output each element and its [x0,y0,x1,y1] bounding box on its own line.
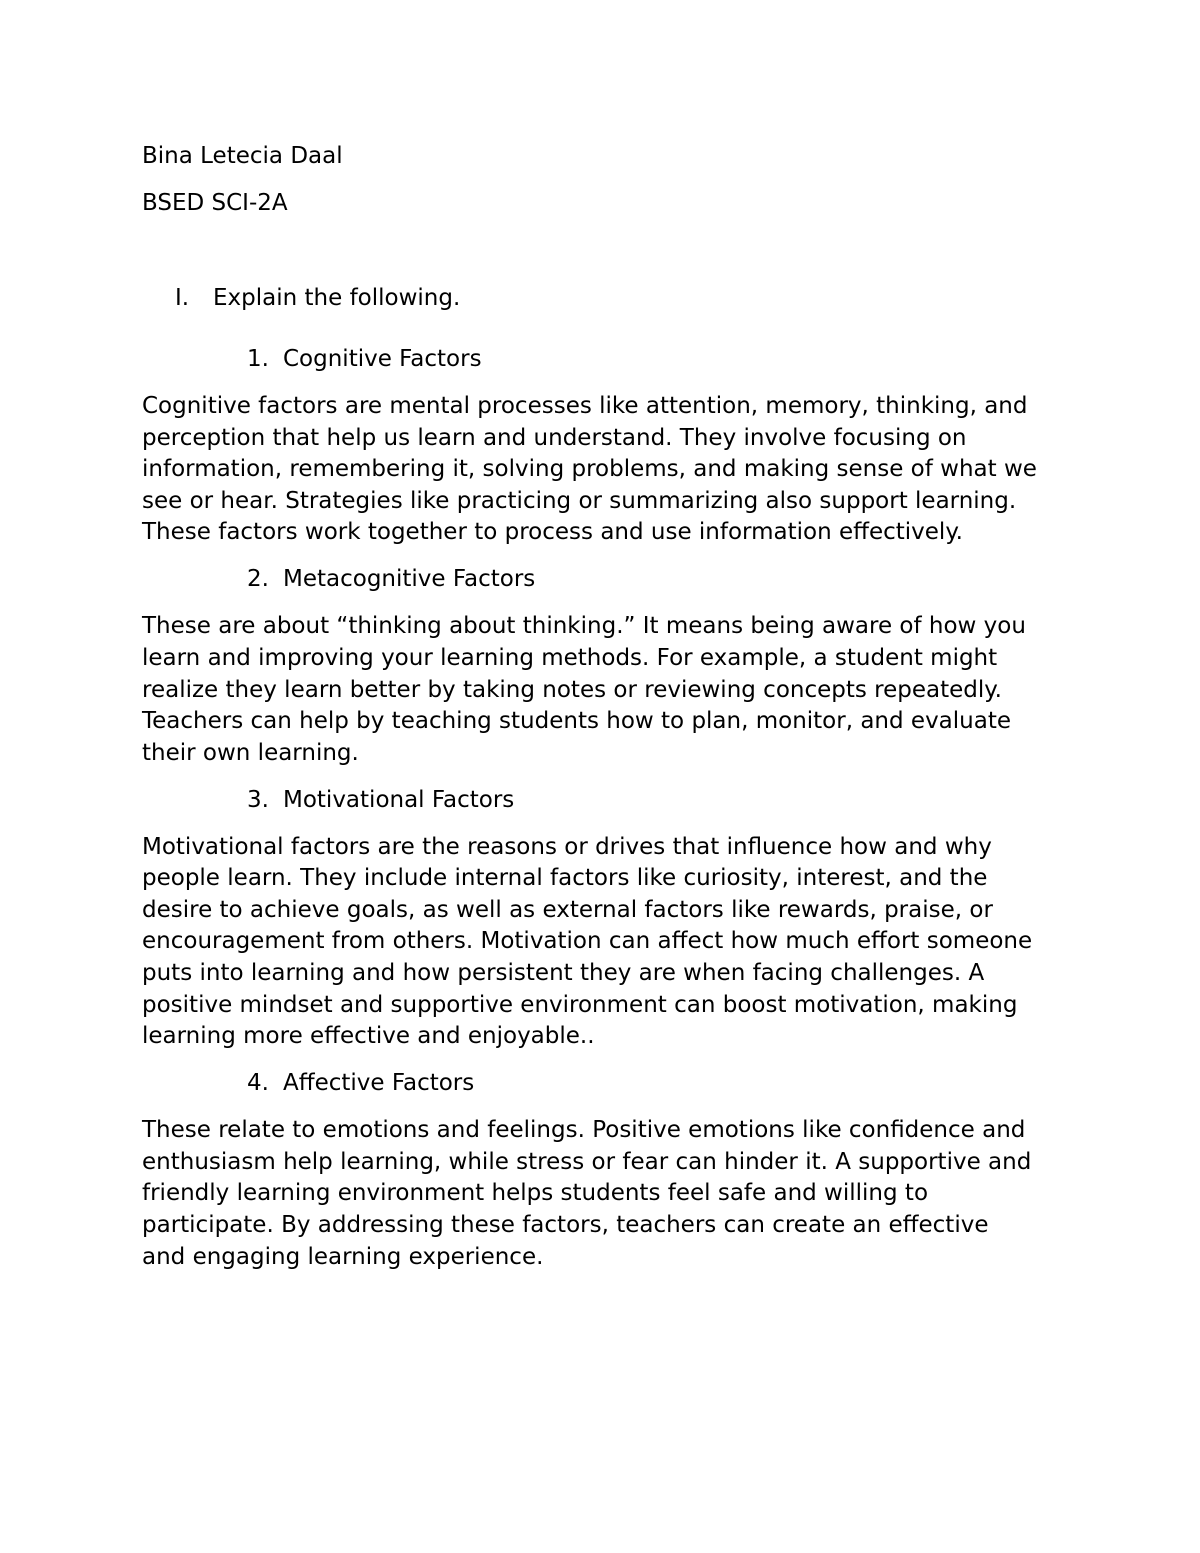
paragraph-line: friendly learning environment helps students feel safe and willing to [142,1180,929,1207]
paragraph-line: people learn. They include internal factors like curiosity, interest, and the [142,865,988,892]
author-name: Bina Letecia Daal [142,143,343,169]
item-number: 3. [247,786,269,813]
paragraph-line: learn and improving your learning methods. For example, a student might [142,644,998,671]
item-heading [142,785,1082,817]
paragraph-line: perception that help us learn and understand. They involve focusing on [142,424,967,451]
item-heading [142,344,1082,376]
course-section: BSED SCI-2A [142,190,288,216]
item-number: 2. [247,566,269,593]
document-content [142,344,1082,1289]
paragraph-line: These are about “thinking about thinking.” It means being aware of how you [142,613,1026,640]
section-number: I. [175,285,190,311]
paragraph-line: These relate to emotions and feelings. Positive emotions like confidence and [142,1117,1026,1144]
paragraph-line: their own learning. [142,739,359,766]
item-number: 1. [247,346,269,372]
item-title: Cognitive Factors [283,346,482,372]
paragraph-line: information, remembering it, solving problems, and making sense of what we [142,456,1037,483]
item-title: Motivational Factors [283,786,515,813]
item-number: 4. [247,1070,269,1097]
item-heading [142,1068,1082,1100]
paragraph-line: Motivational factors are the reasons or drives that influence how and why [142,833,992,860]
paragraph-line: realize they learn better by taking notes or reviewing concepts repeatedly. [142,676,1002,703]
section-heading [175,283,460,315]
paragraph-line: participate. By addressing these factors, teachers can create an effective [142,1211,989,1238]
paragraph-line: and engaging learning experience. [142,1243,544,1270]
item-heading [142,564,1082,596]
paragraph-line: Teachers can help by teaching students how to plan, monitor, and evaluate [142,708,1012,735]
item-title: Metacognitive Factors [283,566,536,593]
item-paragraph [142,832,1082,1053]
item-paragraph [142,611,1082,769]
paragraph-line: enthusiasm help learning, while stress or fear can hinder it. A supportive and [142,1148,1032,1175]
item-paragraph [142,391,1082,549]
paragraph-line: Cognitive factors are mental processes like attention, memory, thinking, and [142,392,1028,419]
paragraph-line: learning more effective and enjoyable.. [142,1023,595,1050]
paragraph-line: see or hear. Strategies like practicing or summarizing also support learning. [142,487,1017,514]
paragraph-line: desire to achieve goals, as well as external factors like rewards, praise, or [142,896,993,923]
section-title: Explain the following. [213,285,461,311]
paragraph-line: puts into learning and how persistent they are when facing challenges. A [142,960,985,987]
paragraph-line: positive mindset and supportive environment can boost motivation, making [142,991,1018,1018]
paragraph-line: encouragement from others. Motivation can affect how much effort someone [142,928,1033,955]
item-paragraph [142,1115,1082,1273]
item-title: Affective Factors [283,1070,475,1097]
paragraph-line: These factors work together to process and use information effectively. [142,519,963,546]
